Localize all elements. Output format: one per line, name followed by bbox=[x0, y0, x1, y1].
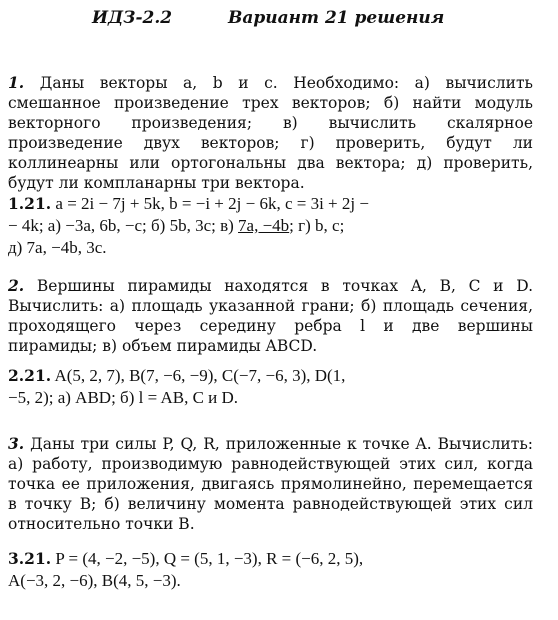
variant-2-21 bbox=[8, 365, 533, 409]
variant-1-21 bbox=[8, 193, 533, 259]
task-3-number: 3. bbox=[8, 434, 25, 453]
variant-1-line-2-underlined: 7a, −4b bbox=[238, 216, 290, 235]
variant-1-line-1-text: a = 2i − 7j + 5k, b = −i + 2j − 6k, c = 3i + 2j − bbox=[55, 194, 369, 213]
task-1-text: Даны векторы a, b и c. Необходимо: а) вычислить смешанное произведение трех векторов; б) найти модуль векторного произведения; в) вычислить скалярное произведение двух векторов; г) проверить, будут ли коллинеарны или ортогональны два вектора; д) проверить, будут ли компланарны три вектора. bbox=[8, 74, 534, 192]
task-1-number: 1. bbox=[8, 73, 25, 92]
variant-1-line-2 bbox=[8, 215, 533, 237]
header-right-title: Вариант 21 решения bbox=[228, 8, 445, 28]
task-1-statement bbox=[8, 73, 533, 193]
task-2-statement bbox=[8, 276, 533, 356]
task-3-text: Даны три силы P, Q, R, приложенные к точке A. Вычислить: а) работу, производимую равнодействующей этих сил, когда точка ее приложения, двигаясь прямолинейно, перемещается в точку B; б) величину момента равнодействующей этих сил относительно точки B. bbox=[8, 435, 533, 533]
variant-2-line-2: −5, 2); а) ABD; б) l = AB, C и D. bbox=[8, 388, 239, 407]
variant-1-number: 1.21. bbox=[8, 194, 52, 213]
variant-3-21 bbox=[8, 548, 533, 592]
task-2-number: 2. bbox=[8, 276, 25, 295]
variant-3-line-2: A(−3, 2, −6), B(4, 5, −3). bbox=[8, 571, 181, 590]
variant-3-number: 3.21. bbox=[8, 549, 52, 568]
page-header bbox=[0, 8, 558, 32]
variant-1-line-3: д) 7a, −4b, 3c. bbox=[8, 238, 107, 257]
variant-3-line-1-text: P = (4, −2, −5), Q = (5, 1, −3), R = (−6, 2, 5), bbox=[55, 549, 364, 568]
header-left-title: ИДЗ-2.2 bbox=[92, 8, 173, 28]
variant-2-line-1 bbox=[8, 365, 533, 387]
variant-3-line-1 bbox=[8, 548, 533, 570]
task-2-text: Вершины пирамиды находятся в точках A, B, C и D. Вычислить: а) площадь указанной грани; б) площадь сечения, проходящего через середину ребра l и две вершины пирамиды; в) объем пирамиды ABCD. bbox=[8, 277, 533, 355]
task-3-statement bbox=[8, 434, 533, 534]
variant-2-number: 2.21. bbox=[8, 366, 52, 385]
variant-1-line-1 bbox=[8, 193, 533, 215]
variant-1-line-2-after: ; г) b, c; bbox=[289, 216, 345, 235]
variant-2-line-1-text: A(5, 2, 7), B(7, −6, −9), C(−7, −6, 3), D(1, bbox=[54, 366, 346, 385]
variant-1-line-2-before: − 4k; а) −3a, 6b, −c; б) 5b, 3c; в) bbox=[8, 216, 234, 235]
